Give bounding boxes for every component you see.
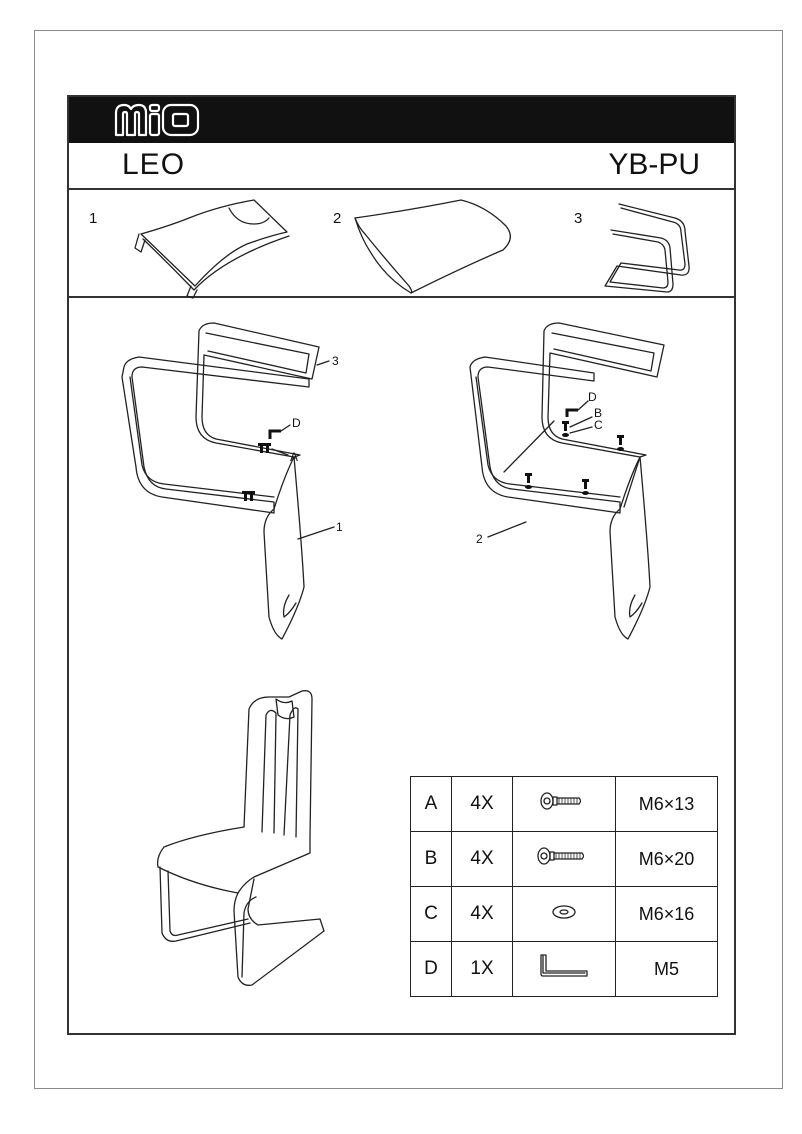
long-bolt-icon <box>536 846 592 866</box>
hardware-size: M5 <box>616 942 718 997</box>
hardware-qty: 4X <box>452 887 513 942</box>
part-number-2: 2 <box>333 210 342 227</box>
hardware-row <box>411 942 718 997</box>
callout-1: 1 <box>336 520 343 534</box>
bolt-a-icons <box>242 443 271 501</box>
hardware-size: M6×13 <box>616 777 718 832</box>
callout-d: D <box>588 390 597 404</box>
hardware-image <box>513 777 616 832</box>
model-name: LEO <box>122 148 186 181</box>
hardware-qty: 1X <box>452 942 513 997</box>
callout-3: 3 <box>332 354 339 368</box>
allen-key-d-icon <box>270 431 281 439</box>
hardware-qty: 4X <box>452 777 513 832</box>
hardware-letter: A <box>411 777 452 832</box>
short-bolt-icon <box>539 791 589 811</box>
hardware-row <box>411 832 718 887</box>
finished-chair-drawing <box>134 687 334 987</box>
parts-list <box>69 190 734 298</box>
allen-key-icon <box>537 953 591 979</box>
hardware-row <box>411 777 718 832</box>
brand-header-bar <box>69 97 734 143</box>
instruction-sheet <box>67 95 736 1035</box>
seat-cushion-drawing-icon <box>351 198 516 298</box>
callout-c: C <box>594 418 603 432</box>
hardware-letter: C <box>411 887 452 942</box>
cantilever-frame-drawing-icon <box>597 196 707 296</box>
model-code: YB-PU <box>608 148 700 181</box>
hardware-qty: 4X <box>452 832 513 887</box>
assembly-step-2-diagram <box>464 317 724 637</box>
hardware-image <box>513 832 616 887</box>
washer-icon <box>551 905 577 919</box>
callout-d: D <box>292 416 301 430</box>
assembly-step-1-diagram <box>104 317 384 637</box>
hardware-size: M6×16 <box>616 887 718 942</box>
hardware-image <box>513 942 616 997</box>
hardware-table <box>410 776 718 997</box>
mio-logo-icon <box>113 101 201 139</box>
part-number-1: 1 <box>89 210 98 227</box>
title-row <box>69 143 734 190</box>
hardware-size: M6×20 <box>616 832 718 887</box>
hardware-row <box>411 887 718 942</box>
callout-a: A <box>290 450 299 464</box>
backrest-drawing-icon <box>129 196 299 296</box>
callout-b: B <box>594 406 603 420</box>
part-number-3: 3 <box>574 210 583 227</box>
hardware-image <box>513 887 616 942</box>
callout-2: 2 <box>476 532 483 546</box>
hardware-letter: D <box>411 942 452 997</box>
hardware-letter: B <box>411 832 452 887</box>
